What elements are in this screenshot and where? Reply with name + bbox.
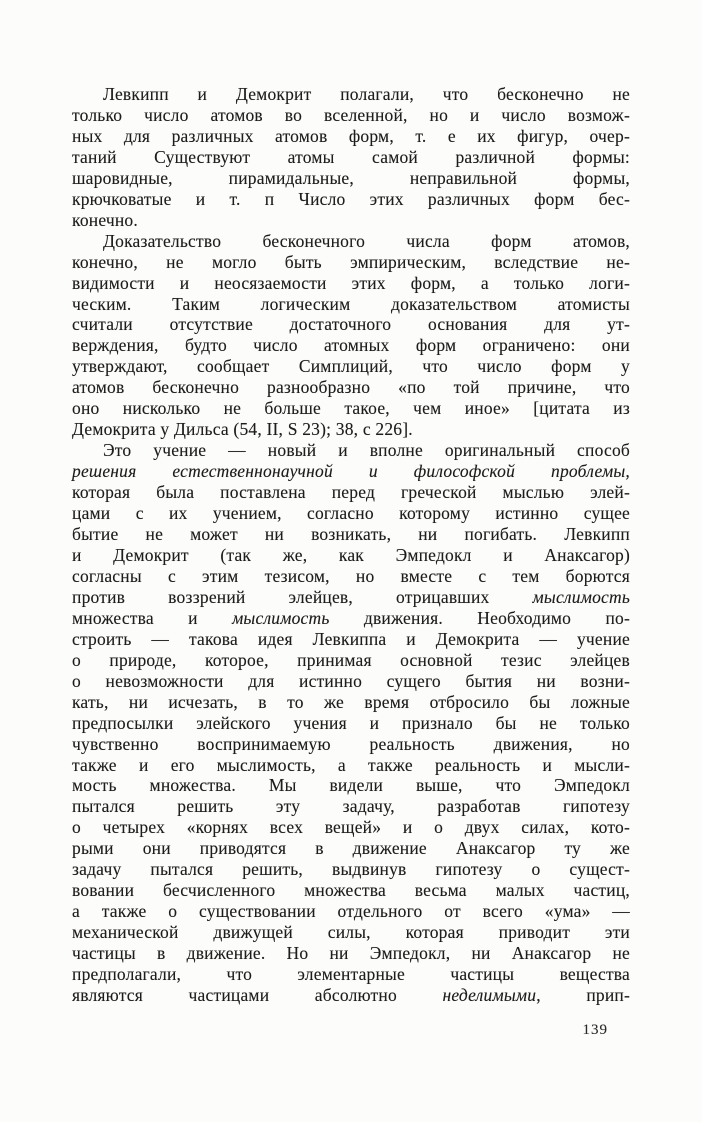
text-line [72, 210, 630, 231]
text-line [72, 189, 630, 210]
text-run: цами с их учением, согласно которому истинно сущее [72, 503, 630, 524]
text-run: частицы в движение. Но ни Эмпедокл, ни Анаксагор не [72, 943, 630, 964]
text-line [72, 901, 630, 922]
text-line [72, 105, 630, 126]
text-line [72, 252, 630, 273]
text-run: и Демокрит (так же, как Эмпедокл и Анаксагор) [72, 544, 630, 565]
text-run: конечно, не могло быть эмпирическим, вследствие не- [72, 251, 630, 272]
text-line [72, 775, 630, 796]
text-line [72, 629, 630, 650]
text-line [72, 461, 630, 482]
text-block [72, 84, 630, 1006]
text-line [72, 880, 630, 901]
text-line [72, 419, 630, 440]
text-run: атомов бесконечно разнообразно «по той причине, что [72, 377, 630, 398]
text-line [72, 314, 630, 335]
text-line [72, 147, 630, 168]
paragraph [72, 231, 630, 441]
italic-text-run: мыслимость [532, 586, 630, 607]
text-run: Это учение — новый и вполне оригинальный способ [103, 440, 630, 461]
text-run: видимости и неосязаемости этих форм, а только логи- [72, 272, 630, 293]
text-line [72, 126, 630, 147]
text-line [72, 796, 630, 817]
text-run: оно нисколько не больше такое, чем иное» [цитата из [72, 398, 630, 419]
text-line [72, 734, 630, 755]
text-run: движения. Необходимо по- [329, 607, 630, 628]
text-line [72, 817, 630, 838]
text-run: о природе, которое, принимая основной тезис элейцев [72, 649, 630, 670]
text-run: задачу пытался решить, выдвинув гипотезу о сущест- [72, 859, 630, 880]
italic-text-run: решения естественнонаучной и философской проблемы, [72, 461, 630, 482]
text-run: бытие не может ни возникать, ни погибать. Левкипп [72, 524, 630, 545]
text-run: вовании бесчисленного множества весьма малых частиц, [72, 880, 630, 901]
text-line [72, 168, 630, 189]
text-run: также и его мыслимость, а также реальность и мысли- [72, 754, 630, 775]
text-line [72, 692, 630, 713]
text-run: шаровидные, пирамидальные, неправильной формы, [72, 167, 630, 188]
text-run: рыми они приводятся в движение Анаксагор ту же [72, 838, 630, 859]
text-line [72, 608, 630, 629]
text-run: таний Существуют атомы самой различной формы: [72, 146, 630, 167]
italic-text-run: мыслимость [232, 607, 330, 628]
text-line [72, 356, 630, 377]
text-run: которая была поставлена перед греческой мыслью элей- [72, 482, 630, 503]
text-run: Левкипп и Демокрит полагали, что бесконечно не [103, 84, 630, 104]
page-number: 139 [582, 1022, 608, 1038]
text-run: крючковатые и т. п Число этих различных форм бес- [72, 188, 630, 209]
text-line [72, 440, 630, 461]
text-run: а также о существовании отдельного от всего «ума» — [72, 901, 630, 922]
text-run: ческим. Таким логическим доказательством атомисты [72, 293, 630, 314]
text-run: Доказательство бесконечного числа форм атомов, [103, 230, 630, 251]
text-run: о четырех «корнях всех вещей» и о двух силах, кото- [72, 817, 630, 838]
text-run: Демокрита у Дильса (54, II, S 23); 38, с 226]. [72, 419, 413, 440]
text-line [72, 377, 630, 398]
text-line [72, 587, 630, 608]
text-run: считали отсутствие достаточного основания для ут- [72, 314, 630, 335]
text-run: предполагали, что элементарные частицы вещества [72, 964, 630, 985]
text-line [72, 545, 630, 566]
text-line [72, 650, 630, 671]
text-line [72, 335, 630, 356]
italic-text-run: неделимыми [442, 984, 537, 1005]
text-run: только число атомов во вселенной, но и число возмож- [72, 104, 630, 125]
text-run: ных для различных атомов форм, т. е их фигур, очер- [72, 125, 630, 146]
text-run: мость множества. Мы видели выше, что Эмпедокл [72, 775, 630, 796]
text-line [72, 273, 630, 294]
text-line [72, 503, 630, 524]
text-line [72, 231, 630, 252]
text-run: против воззрений элейцев, отрицавших [72, 586, 533, 607]
text-run: механической движущей силы, которая приводит эти [72, 922, 630, 943]
text-run: пытался решить эту задачу, разработав гипотезу [72, 796, 630, 817]
text-run: являются частицами абсолютно [72, 984, 443, 1005]
paragraph [72, 440, 630, 1006]
text-run: согласны с этим тезисом, но вместе с тем борются [72, 565, 630, 586]
text-line [72, 985, 630, 1006]
text-run: множества и [72, 607, 233, 628]
text-line [72, 84, 630, 105]
text-run: утверждают, сообщает Симплиций, что число форм у [72, 356, 630, 377]
paragraph [72, 84, 630, 231]
text-run: строить — такова идея Левкиппа и Демокрита — учение [72, 628, 630, 649]
text-line [72, 566, 630, 587]
text-line [72, 671, 630, 692]
text-run: кать, ни исчезать, в то же время отбросило бы ложные [72, 691, 630, 712]
text-line [72, 398, 630, 419]
text-run: предпосылки элейского учения и признало бы не только [72, 712, 630, 733]
text-run: верждения, будто число атомных форм ограничено: они [72, 335, 630, 356]
text-line [72, 943, 630, 964]
text-run: о невозможности для истинно сущего бытия ни возни- [72, 670, 630, 691]
text-run: , прип- [536, 984, 631, 1005]
text-line [72, 713, 630, 734]
text-run: конечно. [72, 209, 138, 230]
text-line [72, 838, 630, 859]
text-line [72, 482, 630, 503]
text-run: чувственно воспринимаемую реальность движения, но [72, 733, 630, 754]
text-line [72, 755, 630, 776]
text-line [72, 859, 630, 880]
text-line [72, 964, 630, 985]
text-line [72, 294, 630, 315]
text-line [72, 524, 630, 545]
text-line [72, 922, 630, 943]
